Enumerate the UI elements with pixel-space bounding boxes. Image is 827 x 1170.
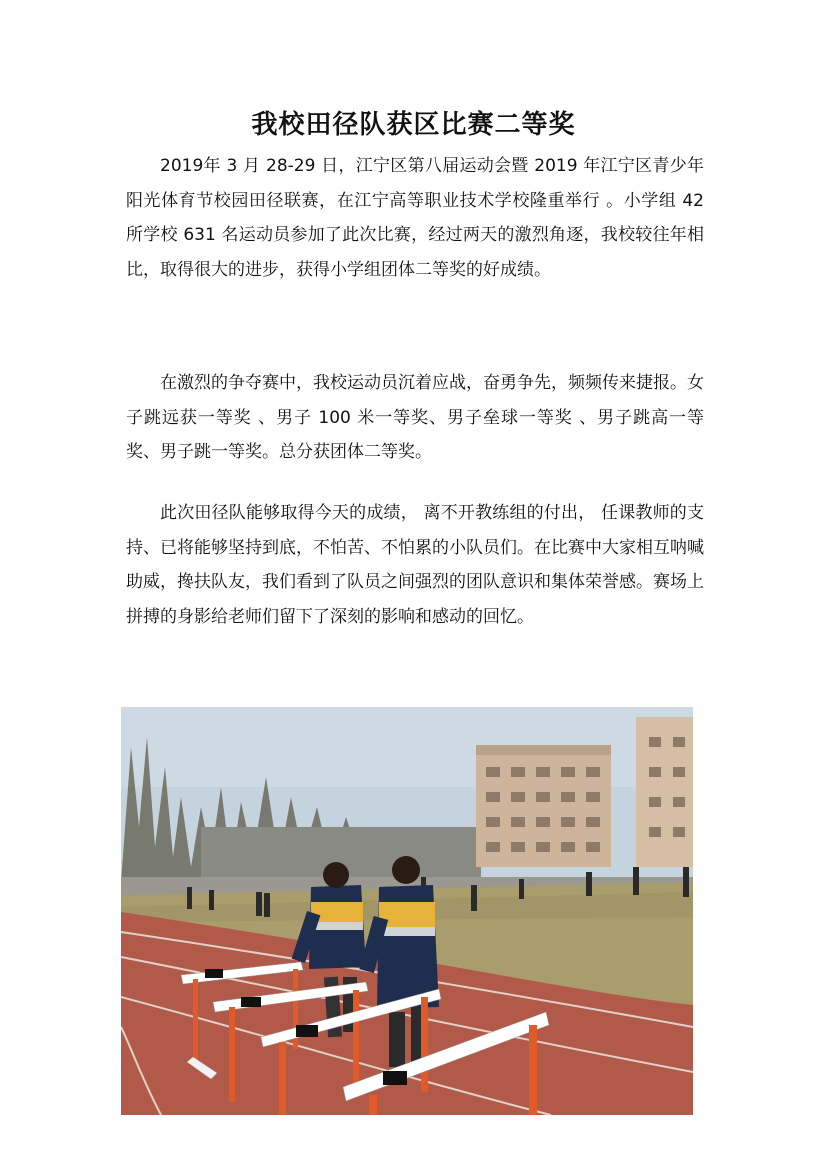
article-photo [121, 707, 693, 1115]
article-paragraph-1: 2019年 3 月 28-29 日，江宁区第八届运动会暨 2019 年江宁区青少年阳光体育节校园田径联赛，在江宁高等职业技术学校隆重举行 。小学组 42 所学校 631 名运动员参加了此次比赛，经过两天的激烈角逐，我校较往年相比，取得很大的进步，获得小学组团体二等奖的好成绩。 [126, 156, 704, 280]
page-title: 我校田径队获区比赛二等奖 [251, 110, 576, 140]
article-paragraph-3: 此次田径队能够取得今天的成绩， 离不开教练组的付出， 任课教师的支持、已将能够坚持到底，不怕苦、不怕累的小队员们。在比赛中大家相互呐喊助威，搀扶队友，我们看到了队员之间强烈的团队意识和集体荣誉感。赛场上拼搏的身影给老师们留下了深刻的影响和感动的回忆。 [126, 503, 704, 627]
hurdles-practice-photo [121, 707, 693, 1115]
article-paragraph-2: 在激烈的争夺赛中，我校运动员沉着应战，奋勇争先，频频传来捷报。女子跳远获一等奖 、男子 100 米一等奖、男子垒球一等奖 、男子跳高一等奖、男子跳一等奖。总分获团体二等奖。 [126, 373, 704, 462]
